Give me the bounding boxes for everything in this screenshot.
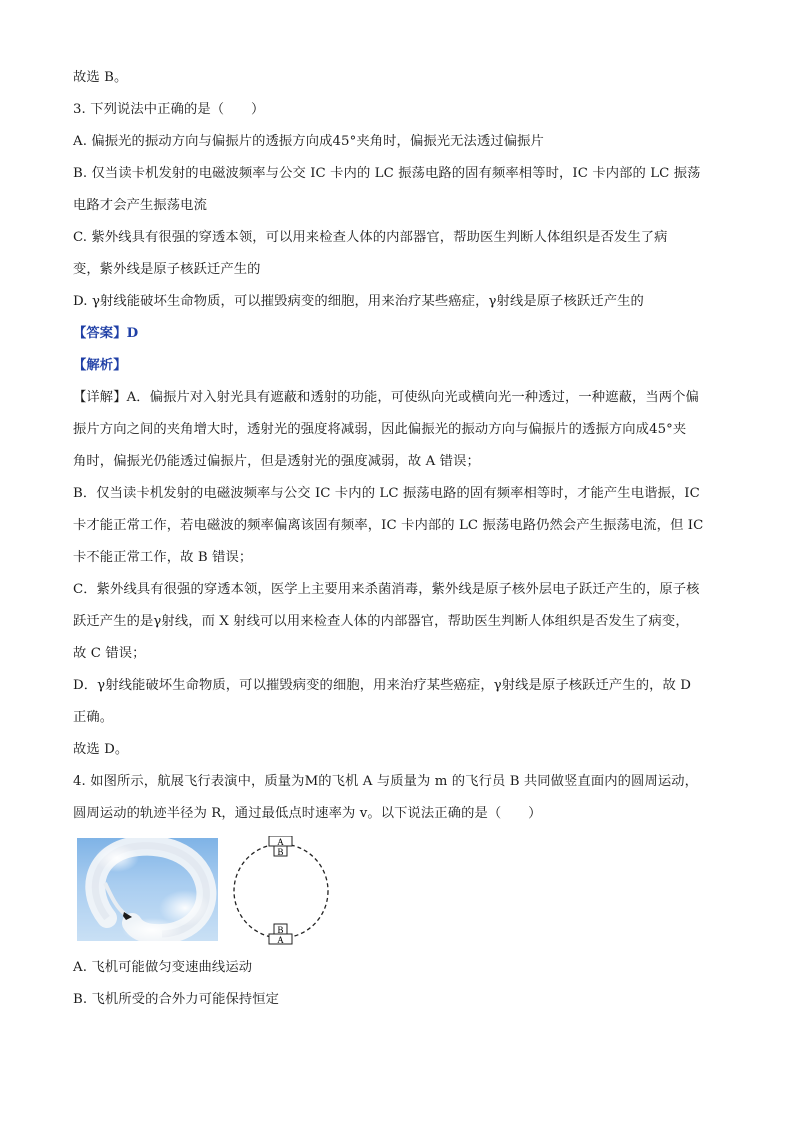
document-page: [73, 62, 733, 1016]
option-a: A. 偏振光的振动方向与偏振片的透振方向成45°夹角时，偏振光无法透过偏振片: [73, 134, 544, 149]
explanation-line: 卡才能正常工作，若电磁波的频率偏离该固有频率，IC 卡内部的 LC 振荡电路仍然会产生振荡电流，但 IC: [73, 518, 704, 533]
explanation-line: 【详解】A．偏振片对入射光具有遮蔽和透射的功能，可使纵向光或横向光一种透过，一种遮蔽，当两个偏: [73, 390, 699, 405]
explanation-line: D．γ射线能破坏生命物质，可以摧毁病变的细胞，用来治疗某些癌症，γ射线是原子核跃迁产生的，故 D: [73, 678, 692, 693]
label-b-top: B: [277, 847, 284, 857]
analysis-tag: 【解析】: [73, 358, 127, 373]
explanation-line: 跃迁产生的是γ射线，而 X 射线可以用来检查人体的内部器官，帮助医生判断人体组织是否发生了病变，: [73, 614, 689, 629]
question-3-stem: 3. 下列说法中正确的是（ ）: [73, 102, 265, 117]
question-4-figure: [73, 836, 733, 948]
explanation-line: B．仅当读卡机发射的电磁波频率与公交 IC 卡内的 LC 振荡电路的固有频率相等时，才能产生电谐振，IC: [73, 486, 700, 501]
question-4-stem: 4. 如图所示，航展飞行表演中，质量为M的飞机 A 与质量为 m 的飞行员 B 共同做竖直面内的圆周运动，: [73, 774, 699, 789]
question-4-option-a: A. 飞机可能做匀变速曲线运动: [73, 960, 253, 975]
text-line: 故选 D。: [73, 742, 129, 757]
smoke-loop-image: [77, 838, 218, 941]
explanation-line: 卡不能正常工作，故 B 错误；: [73, 550, 253, 565]
label-a-bottom: A: [277, 935, 284, 945]
explanation-line: 正确。: [73, 710, 114, 725]
label-b-bottom: B: [277, 925, 284, 935]
text-line: 故选 B。: [73, 70, 128, 85]
option-d: D. γ射线能破坏生命物质，可以摧毁病变的细胞，用来治疗某些癌症，γ射线是原子核跃迁产生的: [73, 294, 644, 309]
option-c: C. 紫外线具有很强的穿透本领，可以用来检查人体的内部器官，帮助医生判断人体组织是否发生了病: [73, 230, 668, 245]
option-b: B. 仅当读卡机发射的电磁波频率与公交 IC 卡内的 LC 振荡电路的固有频率相等时，IC 卡内部的 LC 振荡: [73, 166, 701, 181]
airshow-photo: [77, 838, 218, 941]
question-4-option-b: B. 飞机所受的合外力可能保持恒定: [73, 992, 280, 1007]
label-a-top: A: [277, 837, 284, 847]
explanation-line: C．紫外线具有很强的穿透本领，医学上主要用来杀菌消毒，紫外线是原子核外层电子跃迁产生的，原子核: [73, 582, 700, 597]
option-c-cont: 变，紫外线是原子核跃迁产生的: [73, 262, 261, 277]
option-b-cont: 电路才会产生振荡电流: [73, 198, 207, 213]
explanation-line: 振片方向之间的夹角增大时，透射光的强度将减弱，因此偏振光的振动方向与偏振片的透振方向成45°夹: [73, 422, 687, 437]
explanation-line: 角时，偏振光仍能透过偏振片，但是透射光的强度减弱，故 A 错误；: [73, 454, 480, 469]
circular-motion-diagram: [231, 836, 331, 946]
explanation-line: 故 C 错误；: [73, 646, 146, 661]
question-4-stem-cont: 圆周运动的轨迹半径为 R，通过最低点时速率为 v。以下说法正确的是（ ）: [73, 806, 542, 821]
answer-tag: 【答案】D: [73, 326, 139, 341]
